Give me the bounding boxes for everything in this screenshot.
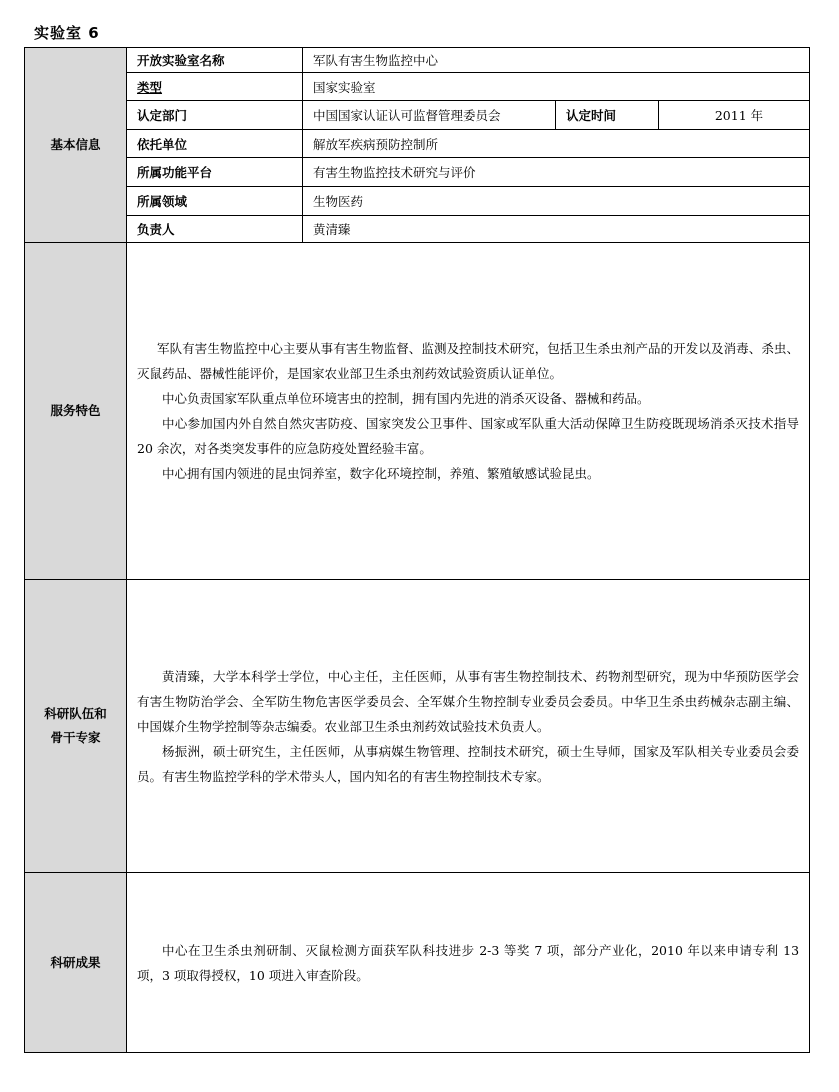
label-platform: 所属功能平台 <box>127 158 303 187</box>
row-service <box>25 243 810 580</box>
section-label-results: 科研成果 <box>25 873 127 1053</box>
value-type: 国家实验室 <box>303 73 810 101</box>
team-paragraph: 黄清臻，大学本科学士学位，中心主任，主任医师，从事有害生物控制技术、药物剂型研究，现为中华预防医学会有害生物防治学会、全军防生物危害医学委员会、全军媒介生物控制专业委员会委员。中华卫生杀虫药械杂志副主编、中国媒介生物学控制等杂志编委。农业部卫生杀虫剂药效试验技术负责人。 <box>137 668 800 734</box>
row-leader <box>25 216 810 243</box>
row-platform <box>25 158 810 187</box>
value-platform: 有害生物监控技术研究与评价 <box>303 158 810 187</box>
row-results <box>25 873 810 1053</box>
service-paragraph: 中心负责国家军队重点单位环境害虫的控制，拥有国内先进的消杀灭设备、器械和药品。 <box>162 391 650 406</box>
lab-info-table <box>24 47 810 1053</box>
service-paragraph: 军队有害生物监控中心主要从事有害生物监督、监测及控制技术研究，包括卫生杀虫剂产品的开发以及消毒、杀虫、灭鼠药品、器械性能评价，是国家农业部卫生杀虫剂药效试验资质认证单位。 <box>137 341 800 381</box>
team-content <box>127 580 810 873</box>
value-field: 生物医药 <box>303 187 810 216</box>
section-label-service: 服务特色 <box>25 243 127 580</box>
label-unit: 依托单位 <box>127 130 303 158</box>
row-team <box>25 580 810 873</box>
service-content <box>127 243 810 580</box>
label-cert-time: 认定时间 <box>556 101 659 130</box>
value-unit: 解放军疾病预防控制所 <box>303 130 810 158</box>
row-lab-name <box>25 48 810 73</box>
row-type <box>25 73 810 101</box>
results-paragraph: 中心在卫生杀虫剂研制、灭鼠检测方面获军队科技进步 2-3 等奖 7 项，部分产业化，2010 年以来申请专利 13 项，3 项取得授权，10 项进入审查阶段。 <box>137 942 800 983</box>
results-content <box>127 873 810 1053</box>
service-paragraph: 中心参加国内外自然自然灾害防疫、国家突发公卫事件、国家或军队重大活动保障卫生防疫既现场消杀灭技术指导 20 余次，对各类突发事件的应急防疫处置经验丰富。 <box>137 416 800 456</box>
value-cert-time: 2011 年 <box>659 101 810 130</box>
section-label-basic-info: 基本信息 <box>25 48 127 243</box>
row-field <box>25 187 810 216</box>
label-lab-name: 开放实验室名称 <box>127 48 303 73</box>
section-label-team-line2: 骨干专家 <box>50 730 101 745</box>
label-leader: 负责人 <box>127 216 303 243</box>
section-label-team <box>25 580 127 873</box>
row-dept <box>25 101 810 130</box>
service-paragraph: 中心拥有国内领进的昆虫饲养室，数字化环境控制，养殖、繁殖敏感试验昆虫。 <box>162 466 600 481</box>
value-leader: 黄清臻 <box>303 216 810 243</box>
value-dept: 中国国家认证认可监督管理委员会 <box>303 101 556 130</box>
label-field: 所属领域 <box>127 187 303 216</box>
label-dept: 认定部门 <box>127 101 303 130</box>
value-lab-name: 军队有害生物监控中心 <box>303 48 810 73</box>
row-unit <box>25 130 810 158</box>
label-type: 类型 <box>137 79 163 95</box>
section-label-team-line1: 科研队伍和 <box>44 706 107 721</box>
page-title: 实验室 6 <box>34 24 100 42</box>
team-paragraph: 杨振洲，硕士研究生，主任医师，从事病媒生物管理、控制技术研究，硕士生导师，国家及军队相关专业委员会委员。有害生物监控学科的学术带头人，国内知名的有害生物控制技术专家。 <box>137 743 800 784</box>
